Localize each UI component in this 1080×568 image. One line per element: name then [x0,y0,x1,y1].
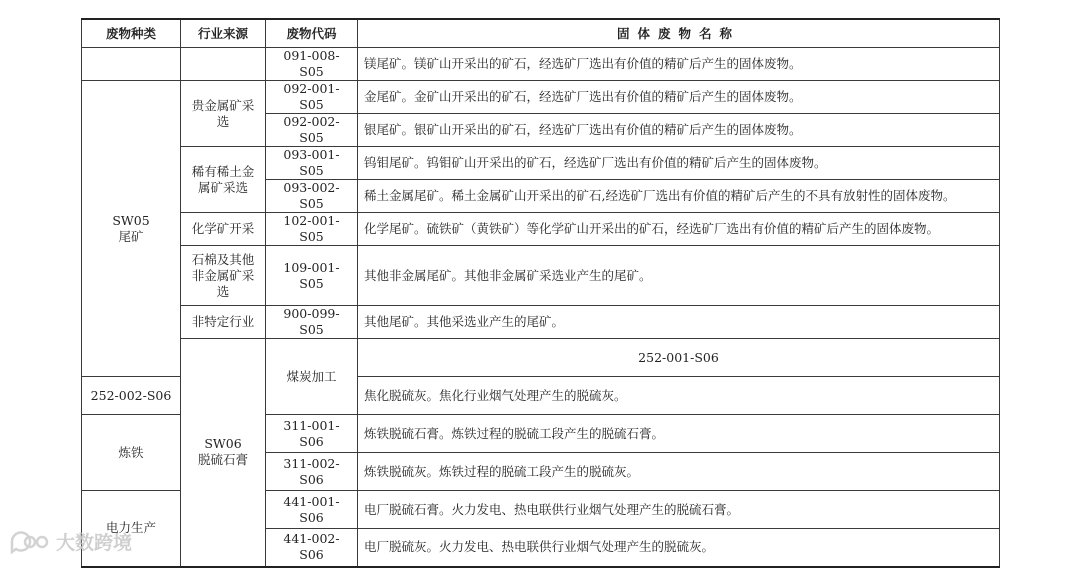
waste-code: 441-001-S06 [266,491,358,529]
table-row [82,246,1000,306]
waste-description: 化学尾矿。硫铁矿（黄铁矿）等化学矿山开采出的矿石，经选矿厂选出有价值的精矿后产生的固体废物。 [358,213,1000,246]
waste-description: 钨钼尾矿。钨钼矿山开采出的矿石，经选矿厂选出有价值的精矿后产生的固体废物。 [358,147,1000,180]
table-row [82,306,1000,339]
waste-description: 其他非金属尾矿。其他非金属矿采选业产生的尾矿。 [358,246,1000,306]
waste-code: 091-008-S05 [266,48,358,81]
waste-code: 441-002-S06 [266,529,358,567]
waste-code: 102-001-S05 [266,213,358,246]
waste-description: 电厂脱硫石膏。火力发电、热电联供行业烟气处理产生的脱硫石膏。 [358,491,1000,529]
waste-code: 093-001-S05 [266,147,358,180]
watermark [8,528,132,555]
industry-power-generation: 电力生产 [82,491,181,567]
waste-description: 焦化脱硫灰。焦化行业烟气处理产生的脱硫灰。 [358,377,1000,415]
table-row [82,213,1000,246]
waste-code: 900-099-S05 [266,306,358,339]
waste-code: 092-002-S05 [266,114,358,147]
table-row [82,147,1000,180]
table-row [82,339,1000,377]
table-row [82,81,1000,114]
category-sw06 [181,339,266,567]
category-code: SW05 [112,212,150,228]
category-code: SW06 [204,436,242,452]
industry-chemical-mining: 化学矿开采 [181,213,266,246]
waste-code: 092-001-S05 [266,81,358,114]
waste-code: 252-001-S06 [358,339,1000,377]
industry-coal-processing: 煤炭加工 [266,339,358,415]
solid-waste-table [81,18,1000,568]
waste-code: 093-002-S05 [266,180,358,213]
industry-asbestos-nonmetal: 石棉及其他非金属矿采选 [181,246,266,306]
waste-description: 镁尾矿。镁矿山开采出的矿石，经选矿厂选出有价值的精矿后产生的固体废物。 [358,48,1000,81]
waste-description: 金尾矿。金矿山开采出的矿石，经选矿厂选出有价值的精矿后产生的固体废物。 [358,81,1000,114]
waste-description: 炼铁脱硫灰。炼铁过程的脱硫工段产生的脱硫灰。 [358,453,1000,491]
waste-description: 电厂脱硫灰。火力发电、热电联供行业烟气处理产生的脱硫灰。 [358,529,1000,567]
category-name: 尾矿 [118,228,144,244]
category-sw05 [82,81,181,377]
industry-rare-metals: 稀有稀土金属矿采选 [181,147,266,213]
table-header-row [82,19,1000,48]
waste-description: 其他尾矿。其他采选业产生的尾矿。 [358,306,1000,339]
waste-description: 银尾矿。银矿山开采出的矿石，经选矿厂选出有价值的精矿后产生的固体废物。 [358,114,1000,147]
watermark-text: 大数跨境 [56,532,133,554]
header-waste-name: 固体废物名称 [358,19,1000,48]
table-row [82,48,1000,81]
industry-precious-metals: 贵金属矿采选 [181,81,266,147]
empty-category-cell [82,48,181,81]
industry-nonspecific: 非特定行业 [181,306,266,339]
waste-description: 稀土金属尾矿。稀土金属矿山开采出的矿石,经选矿厂选出有价值的精矿后产生的不具有放射性的固体废物。 [358,180,1000,213]
waste-code: 109-001-S05 [266,246,358,306]
industry-ironmaking: 炼铁 [82,415,181,491]
header-waste-code: 废物代码 [266,19,358,48]
waste-code: 252-002-S06 [82,377,181,415]
waste-code: 311-001-S06 [266,415,358,453]
chat-bubble-logo-icon [8,529,50,555]
header-waste-category: 废物种类 [82,19,181,48]
waste-description: 炼铁脱硫石膏。炼铁过程的脱硫工段产生的脱硫石膏。 [358,415,1000,453]
waste-code: 311-002-S06 [266,453,358,491]
header-industry-source: 行业来源 [181,19,266,48]
empty-industry-cell [181,48,266,81]
category-name: 脱硫石膏 [197,452,248,468]
